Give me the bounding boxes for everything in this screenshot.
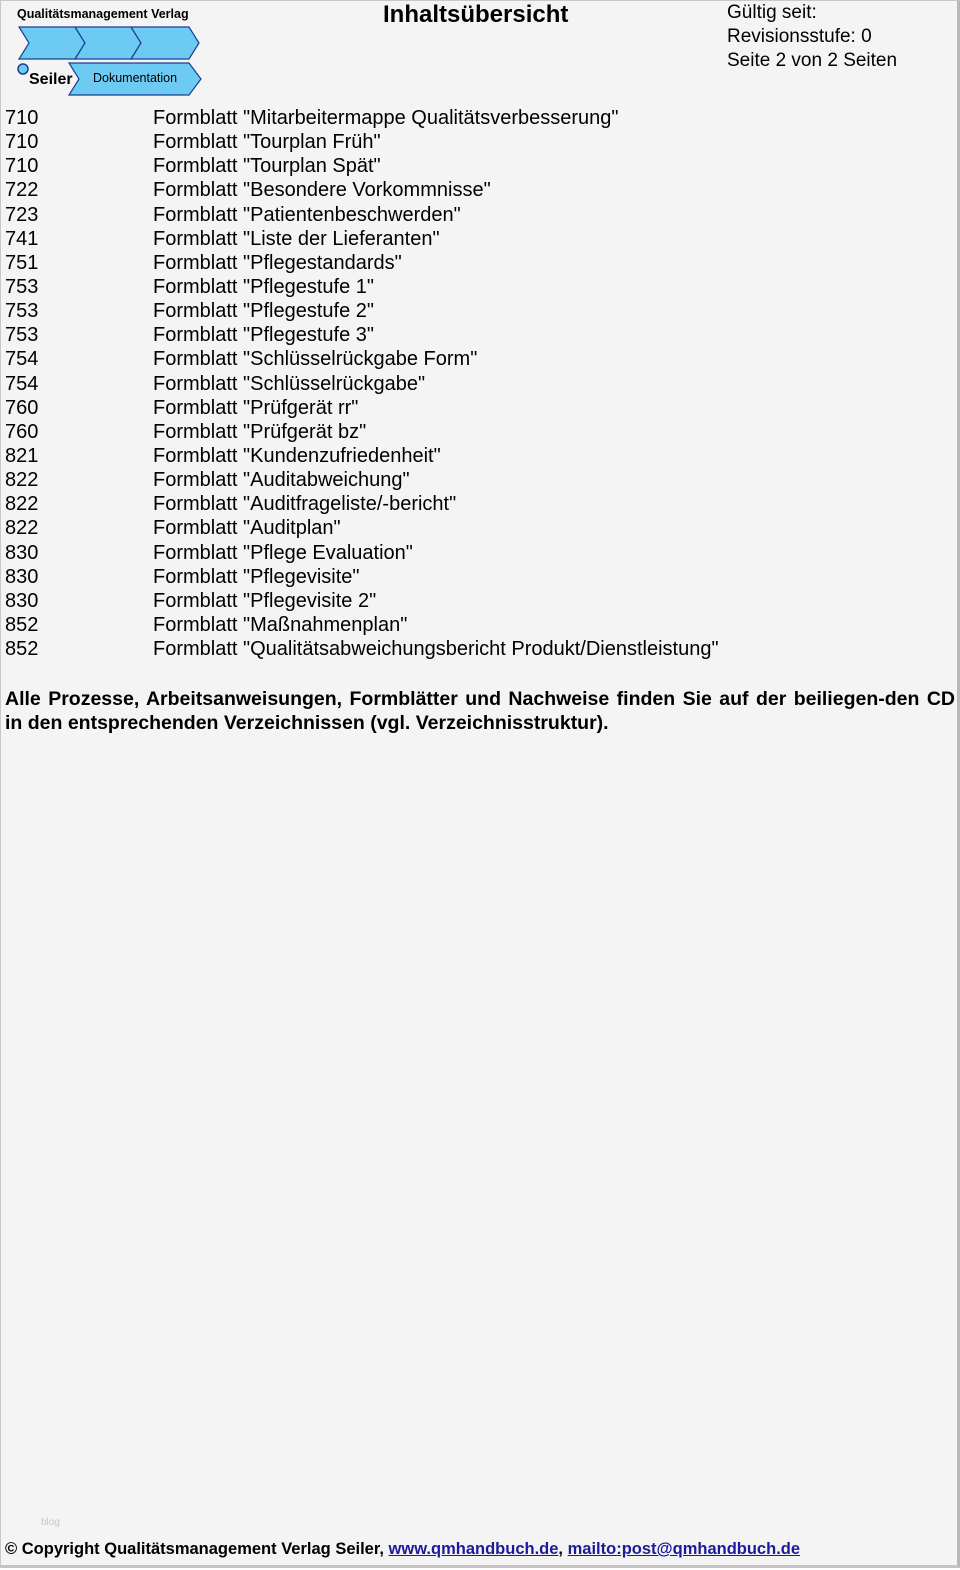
form-title: Formblatt "Maßnahmenplan"	[153, 613, 408, 636]
chapter-number: 753	[5, 324, 39, 347]
form-title: Formblatt "Schlüsselrückgabe"	[153, 372, 426, 395]
logo-brand-name: Seiler	[29, 71, 73, 88]
valid-since-label: Gültig seit:	[727, 2, 817, 23]
chapter-number: 822	[5, 517, 39, 540]
cd-note: Alle Prozesse, Arbeitsanweisungen, Formblätter und Nachweise finden Sie auf der beiliegen-den CD in den entsprechenden Verzeichnissen (vgl. Verzeichnisstruktur).	[5, 688, 955, 734]
page-title: Inhaltsübersicht	[383, 1, 569, 28]
form-title: Formblatt "Pflegevisite 2"	[153, 589, 377, 612]
email-link[interactable]: mailto:post@qmhandbuch.de	[567, 1540, 801, 1558]
chapter-number: 821	[5, 444, 39, 467]
logo-section-label: Dokumentation	[93, 71, 178, 85]
chapter-number: 710	[5, 107, 39, 129]
form-title: Formblatt "Pflegevisite"	[153, 565, 360, 588]
form-title: Formblatt "Prüfgerät bz"	[153, 420, 367, 443]
form-title: Formblatt "Tourplan Früh"	[153, 131, 381, 154]
chapter-number: 741	[5, 227, 39, 250]
form-title: Formblatt "Prüfgerät rr"	[153, 396, 359, 419]
chapter-number: 830	[5, 565, 39, 588]
chapter-number: 852	[5, 613, 39, 636]
form-title: Formblatt "Tourplan Spät"	[153, 155, 381, 178]
website-link[interactable]: www.qmhandbuch.de	[388, 1540, 559, 1558]
form-title: Formblatt "Kundenzufriedenheit"	[153, 444, 441, 467]
chapter-number: 751	[5, 251, 39, 274]
form-title: Formblatt "Liste der Lieferanten"	[153, 227, 440, 250]
chapter-number: 723	[5, 203, 39, 226]
form-title: Formblatt "Pflegestufe 1"	[153, 275, 374, 298]
page-number-label: Seite 2 von 2 Seiten	[727, 50, 898, 71]
chapter-number: 754	[5, 348, 39, 371]
chapter-number: 822	[5, 469, 39, 492]
form-title: Formblatt "Auditfrageliste/-bericht"	[153, 493, 457, 516]
copyright-footer	[5, 1540, 800, 1559]
chapter-number: 710	[5, 155, 39, 178]
chapter-number: 754	[5, 372, 39, 395]
revision-label: Revisionsstufe: 0	[727, 26, 872, 47]
footer-separator: ,	[558, 1540, 564, 1558]
document-meta	[727, 1, 897, 73]
chapter-number: 822	[5, 493, 39, 516]
chapter-number: 830	[5, 589, 39, 612]
form-title: Formblatt "Pflegestufe 2"	[153, 300, 374, 323]
chapter-number: 852	[5, 638, 39, 661]
chapter-number: 760	[5, 396, 39, 419]
copyright-text: © Copyright Qualitätsmanagement Verlag Seiler,	[5, 1540, 384, 1558]
publisher-name: Qualitätsmanagement Verlag	[17, 7, 189, 21]
chapter-number: 753	[5, 300, 39, 323]
form-title: Formblatt "Mitarbeitermappe Qualitätsverbesserung"	[153, 107, 619, 129]
form-title: Formblatt "Pflegestandards"	[153, 251, 402, 274]
chapter-number: 710	[5, 131, 39, 154]
form-title: Formblatt "Auditplan"	[153, 517, 341, 540]
watermark-text: blog	[41, 1517, 60, 1528]
form-title: Formblatt "Pflegestufe 3"	[153, 324, 374, 347]
document-header	[1, 1, 957, 101]
form-title: Formblatt "Schlüsselrückgabe Form"	[153, 348, 478, 371]
form-title: Formblatt "Patientenbeschwerden"	[153, 203, 461, 226]
chapter-number: 753	[5, 275, 39, 298]
form-title: Formblatt "Pflege Evaluation"	[153, 541, 413, 564]
form-title: Formblatt "Besondere Vorkommnisse"	[153, 179, 491, 202]
form-title: Formblatt "Auditabweichung"	[153, 469, 410, 492]
form-title: Formblatt "Qualitätsabweichungsbericht Produkt/Dienstleistung"	[153, 638, 719, 661]
chapter-number: 830	[5, 541, 39, 564]
chapter-number: 760	[5, 420, 39, 443]
chapter-number: 722	[5, 179, 39, 202]
